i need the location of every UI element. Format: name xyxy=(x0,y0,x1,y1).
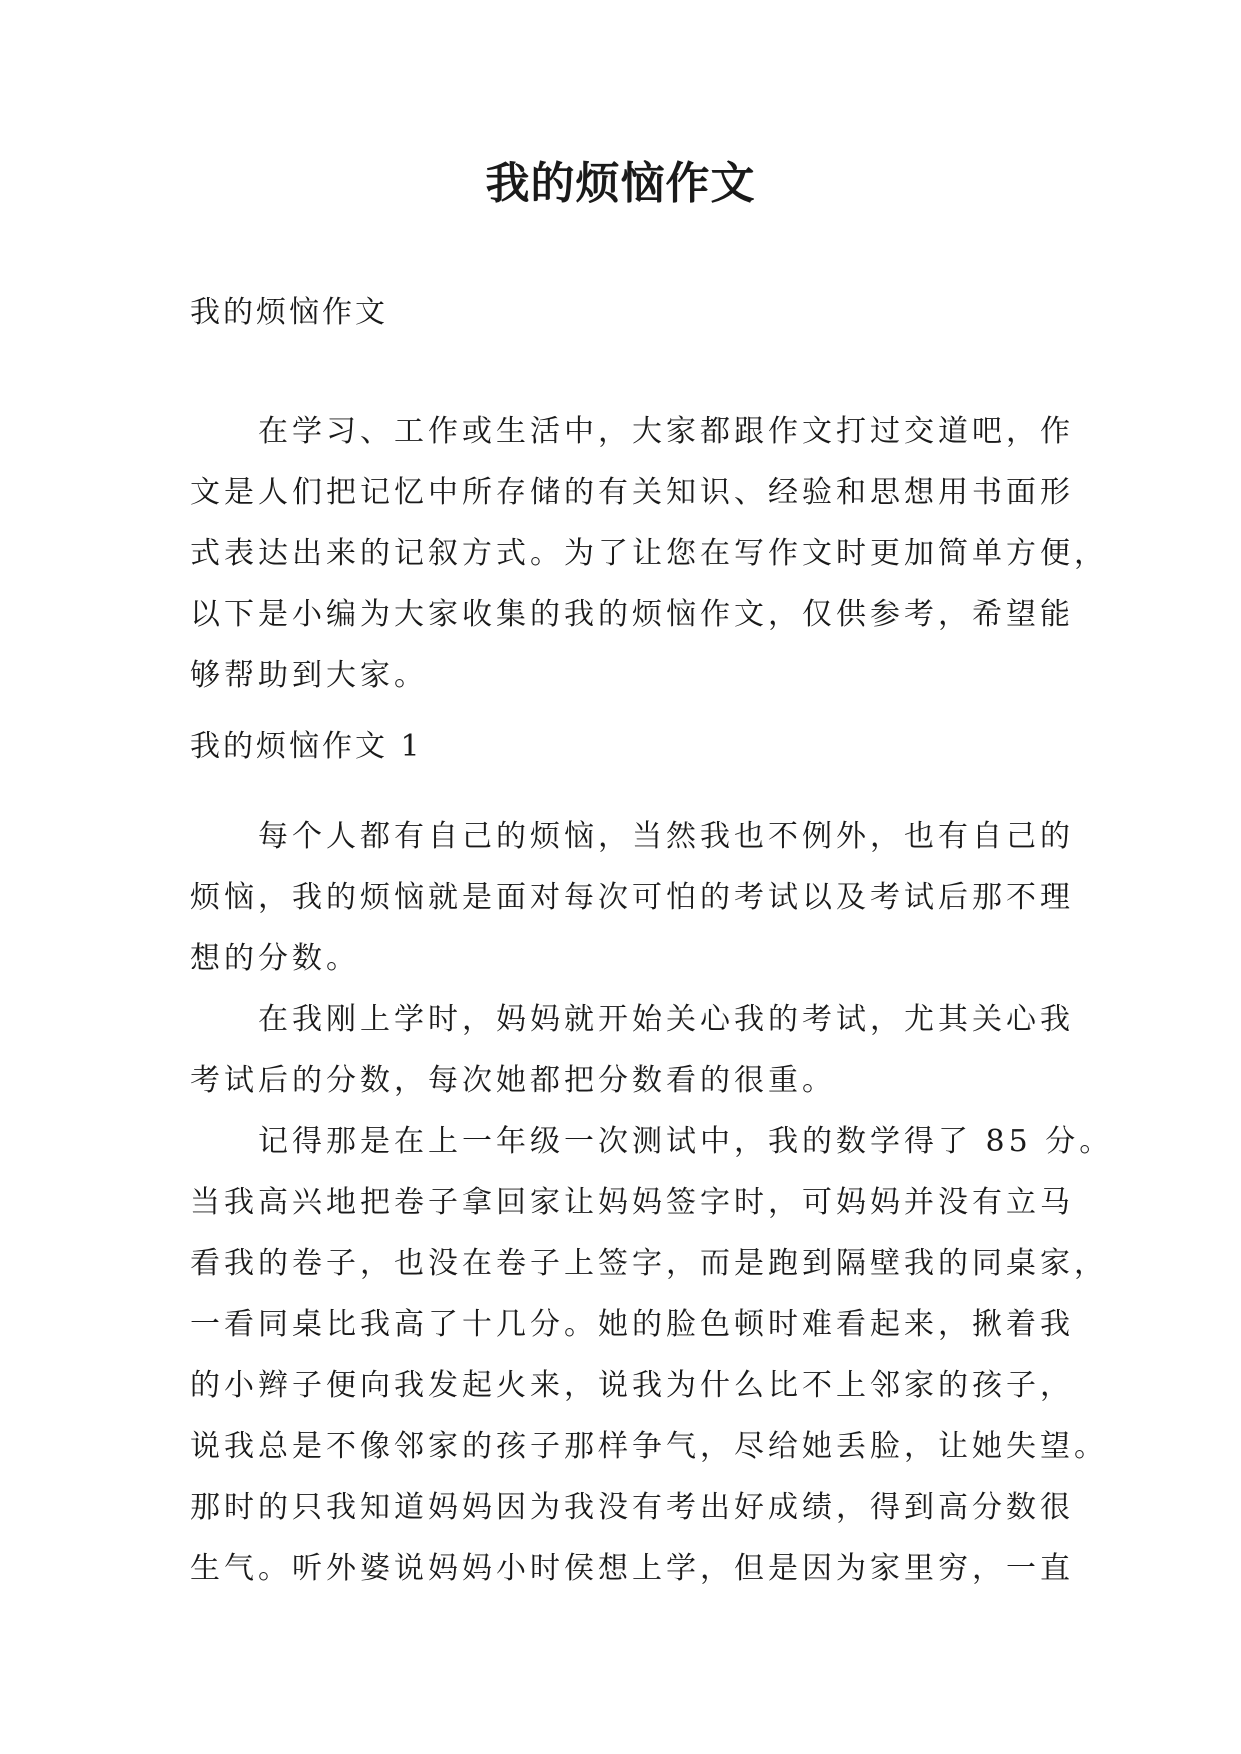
body-line: 记得那是在上一年级一次测试中，我的数学得了 85 分。 xyxy=(258,1124,1114,1159)
body-line: 的小辫子便向我发起火来，说我为什么比不上邻家的孩子， xyxy=(190,1368,1074,1403)
body-line: 那时的只我知道妈妈因为我没有考出好成绩，得到高分数很 xyxy=(190,1490,1074,1525)
document-subtitle: 我的烦恼作文 xyxy=(190,295,388,330)
essay-body xyxy=(190,806,1114,1599)
body-line: 一看同桌比我高了十几分。她的脸色顿时难看起来，揪着我 xyxy=(190,1307,1074,1342)
body-line: 想的分数。 xyxy=(190,941,360,976)
body-line: 说我总是不像邻家的孩子那样争气，尽给她丢脸，让她失望。 xyxy=(190,1429,1108,1464)
document-title: 我的烦恼作文 xyxy=(485,158,756,209)
body-line: 每个人都有自己的烦恼，当然我也不例外，也有自己的 xyxy=(258,819,1074,854)
body-line: 当我高兴地把卷子拿回家让妈妈签字时，可妈妈并没有立马 xyxy=(190,1185,1074,1220)
body-line: 烦恼，我的烦恼就是面对每次可怕的考试以及考试后那不理 xyxy=(190,880,1074,915)
body-line: 在我刚上学时，妈妈就开始关心我的考试，尤其关心我 xyxy=(258,1002,1074,1037)
body-line: 考试后的分数，每次她都把分数看的很重。 xyxy=(190,1063,836,1098)
body-line: 看我的卷子，也没在卷子上签字，而是跑到隔壁我的同桌家， xyxy=(190,1246,1108,1281)
intro-line: 文是人们把记忆中所存储的有关知识、经验和思想用书面形 xyxy=(190,475,1074,510)
intro-line: 式表达出来的记叙方式。为了让您在写作文时更加简单方便， xyxy=(190,536,1108,571)
section-heading: 我的烦恼作文 1 xyxy=(190,729,423,764)
intro-line: 在学习、工作或生活中，大家都跟作文打过交道吧，作 xyxy=(258,414,1074,449)
intro-line: 以下是小编为大家收集的我的烦恼作文，仅供参考，希望能 xyxy=(190,597,1074,632)
intro-paragraph xyxy=(190,401,1108,706)
body-line: 生气。听外婆说妈妈小时侯想上学，但是因为家里穷，一直 xyxy=(190,1551,1074,1586)
intro-line: 够帮助到大家。 xyxy=(190,658,428,693)
